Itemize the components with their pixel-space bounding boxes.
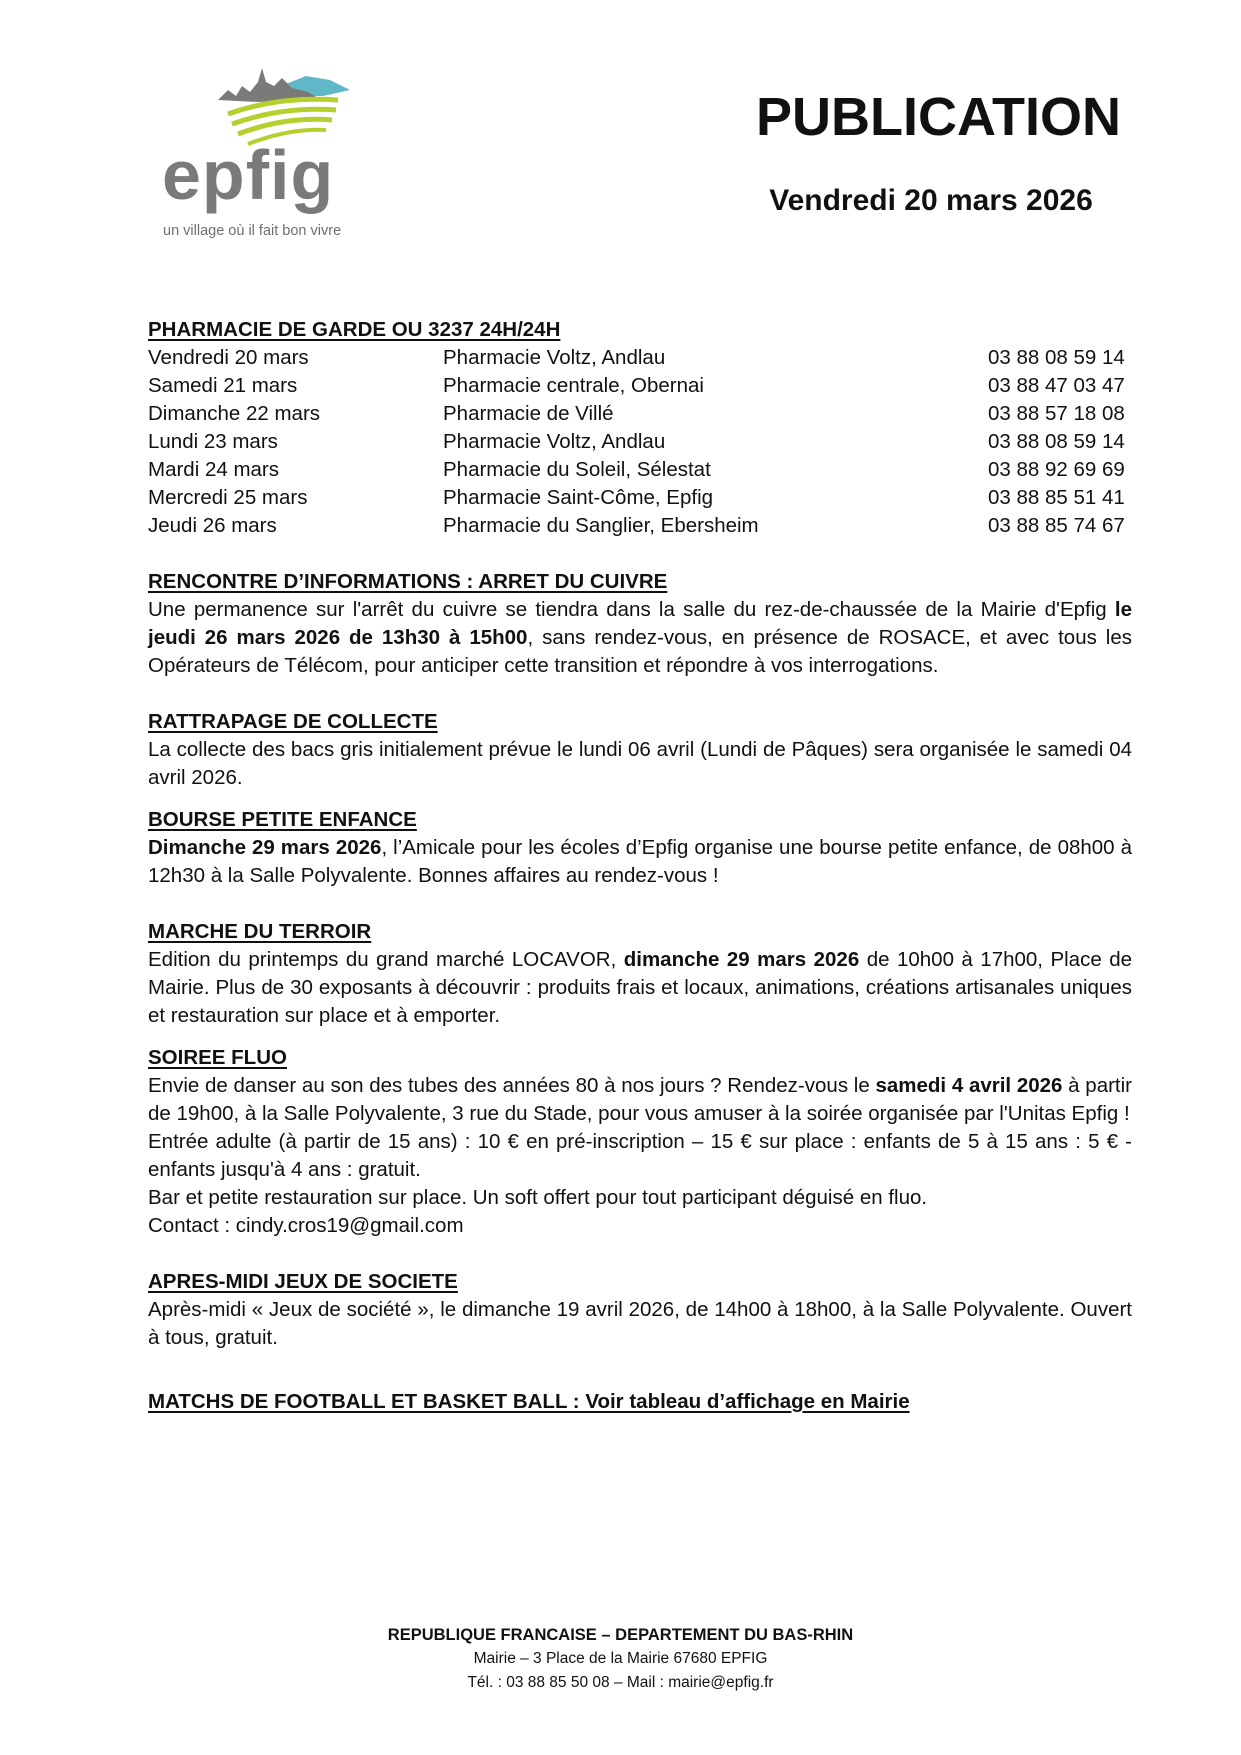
- pharmacy-row: [148, 484, 1132, 512]
- bourse-text: Dimanche 29 mars 2026, l’Amicale pour les écoles d’Epfig organise une bourse petite enfance, de 08h00 à 12h30 à la Salle Polyvalente. Bonnes affaires au rendez-vous !: [148, 836, 1132, 887]
- logo-tagline: un village où il fait bon vivre: [163, 223, 342, 239]
- pharmacy-row: [148, 512, 1132, 540]
- soiree-contact: Contact : cindy.cros19@gmail.com: [148, 1214, 464, 1237]
- pharmacy-phone: 03 88 85 74 67: [988, 514, 1125, 537]
- jeux-text: Après-midi « Jeux de société », le dimanche 19 avril 2026, de 14h00 à 18h00, à la Salle Polyvalente. Ouvert à tous, gratuit.: [148, 1298, 1132, 1349]
- logo-wordmark: epfig: [162, 136, 335, 214]
- pharmacy-name: Pharmacie du Sanglier, Ebersheim: [443, 514, 759, 537]
- marche-text: Edition du printemps du grand marché LOCAVOR, dimanche 29 mars 2026 de 10h00 à 17h00, Place de Mairie. Plus de 30 exposants à découvrir : produits frais et locaux, animations, créations artisanales uniques et restauration sur place et à emporter.: [148, 948, 1132, 1027]
- rattrapage-heading: RATTRAPAGE DE COLLECTE: [148, 710, 438, 733]
- pharmacy-day: Jeudi 26 mars: [148, 514, 277, 537]
- footer-republique: REPUBLIQUE FRANCAISE – DEPARTEMENT DU BAS-RHIN: [387, 1626, 854, 1644]
- pharmacy-row: [148, 372, 1132, 400]
- pharmacy-phone: 03 88 92 69 69: [988, 458, 1125, 481]
- pharmacy-day: Dimanche 22 mars: [148, 402, 321, 425]
- pharmacy-name: Pharmacie du Soleil, Sélestat: [443, 458, 711, 481]
- rattrapage-text: La collecte des bacs gris initialement prévue le lundi 06 avril (Lundi de Pâques) sera organisée le samedi 04 avril 2026.: [148, 738, 1132, 789]
- pharmacy-day: Samedi 21 mars: [148, 374, 298, 397]
- soiree-heading: SOIREE FLUO: [148, 1046, 287, 1069]
- pharmacy-row: [148, 456, 1132, 484]
- soiree-prices: Entrée adulte (à partir de 15 ans) : 10 € en pré-inscription – 15 € sur place : enfants de 5 à 15 ans : 5 € - enfants jusqu'à 4 ans : gratuit.: [148, 1130, 1132, 1181]
- pharmacy-phone: 03 88 85 51 41: [988, 486, 1125, 509]
- marche-heading: MARCHE DU TERROIR: [148, 920, 372, 943]
- pharmacy-phone: 03 88 57 18 08: [988, 402, 1125, 425]
- pharmacy-day: Vendredi 20 mars: [148, 346, 309, 369]
- pharmacy-phone: 03 88 08 59 14: [988, 430, 1125, 453]
- pharmacy-name: Pharmacie Voltz, Andlau: [443, 346, 666, 369]
- pharmacy-day: Mardi 24 mars: [148, 458, 280, 481]
- pharmacy-table: [148, 344, 1132, 540]
- pharmacy-day: Mercredi 25 mars: [148, 486, 308, 509]
- page-title: PUBLICATION: [756, 87, 1121, 147]
- page-footer: [0, 1623, 1241, 1695]
- rencontre-heading: RENCONTRE D’INFORMATIONS : ARRET DU CUIVRE: [148, 570, 668, 593]
- publication-date: Vendredi 20 mars 2026: [769, 184, 1093, 217]
- pharmacy-name: Pharmacie de Villé: [443, 402, 614, 425]
- pharmacy-name: Pharmacie Saint-Côme, Epfig: [443, 486, 714, 509]
- pharmacy-row: [148, 400, 1132, 428]
- bourse-heading: BOURSE PETITE ENFANCE: [148, 808, 417, 831]
- pharmacy-name: Pharmacie centrale, Obernai: [443, 374, 704, 397]
- main-content: [148, 316, 1132, 1416]
- footer-address: Mairie – 3 Place de la Mairie 67680 EPFIG: [473, 1650, 768, 1667]
- rencontre-text: Une permanence sur l'arrêt du cuivre se tiendra dans la salle du rez-de-chaussée de la Mairie d'Epfig le jeudi 26 mars 2026 de 13h30 à 15h00, sans rendez-vous, en présence de ROSACE, et avec tous les Opérateurs de Télécom, pour anticiper cette transition et répondre à vos interrogations.: [148, 598, 1132, 677]
- pharmacy-row: [148, 344, 1132, 372]
- pharmacy-day: Lundi 23 mars: [148, 430, 278, 453]
- pharmacy-row: [148, 428, 1132, 456]
- soiree-text: Envie de danser au son des tubes des années 80 à nos jours ? Rendez-vous le samedi 4 avril 2026 à partir de 19h00, à la Salle Polyvalente, 3 rue du Stade, pour vous amuser à la soirée organisée par l'Unitas Epfig !: [148, 1074, 1132, 1125]
- jeux-heading: APRES-MIDI JEUX DE SOCIETE: [148, 1270, 458, 1293]
- pharmacy-phone: 03 88 47 03 47: [988, 374, 1125, 397]
- pharmacy-heading: PHARMACIE DE GARDE OU 3237 24H/24H: [148, 318, 561, 341]
- epfig-logo: [158, 56, 388, 246]
- pharmacy-phone: 03 88 08 59 14: [988, 346, 1125, 369]
- soiree-bar: Bar et petite restauration sur place. Un soft offert pour tout participant déguisé en fluo.: [148, 1186, 928, 1209]
- village-skyline-icon: [158, 56, 388, 146]
- matchs-heading: MATCHS DE FOOTBALL ET BASKET BALL : Voir tableau d’affichage en Mairie: [148, 1390, 910, 1413]
- footer-contact: Tél. : 03 88 85 50 08 – Mail : mairie@epfig.fr: [467, 1674, 774, 1691]
- pharmacy-name: Pharmacie Voltz, Andlau: [443, 430, 666, 453]
